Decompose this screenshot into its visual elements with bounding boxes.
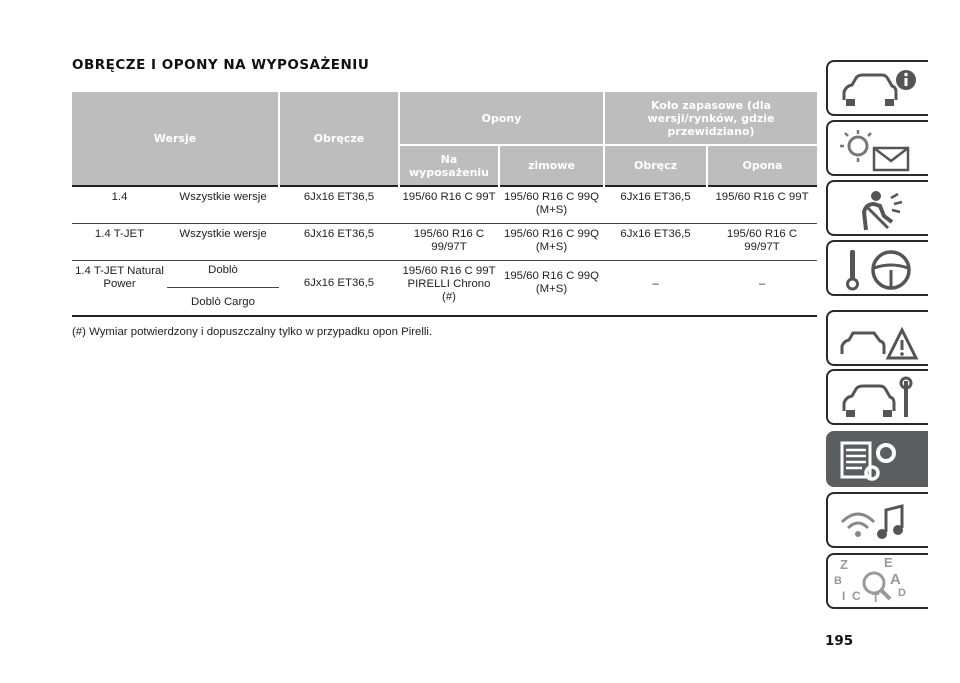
cell-zimowe: 195/60 R16 C 99Q (M+S) <box>499 224 604 261</box>
header-obrecz: Obręcz <box>604 145 707 186</box>
cell-obrecze: 6Jx16 ET36,5 <box>279 224 399 261</box>
specs-gear-icon <box>836 437 922 485</box>
sidebar-tab-index[interactable] <box>826 553 928 609</box>
cell-zimowe: 195/60 R16 C 99Q (M+S) <box>499 261 604 317</box>
car-breakdown-icon <box>836 316 922 364</box>
media-music-icon <box>836 498 922 546</box>
header-wersje: Wersje <box>72 92 279 186</box>
car-wrench-icon <box>836 375 922 423</box>
cell-na-wyposazeniu: 195/60 R16 C 99T PIRELLI Chrono (#) <box>399 261 499 317</box>
header-kolo-zapasowe: Koło zapasowe (dla wersji/rynków, gdzie przewidziano) <box>604 92 817 145</box>
page-title: OBRĘCZE I OPONY NA WYPOSAŻENIU <box>72 57 370 73</box>
table-row <box>72 224 817 261</box>
header-zimowe: zimowe <box>499 145 604 186</box>
cell-na-wyposazeniu: 195/60 R16 C 99/97T <box>399 224 499 261</box>
key-steering-wheel-icon <box>836 246 922 294</box>
header-opony: Opony <box>399 92 604 145</box>
sidebar-tab-starting-driving[interactable] <box>826 240 928 296</box>
index-letter: I <box>842 589 846 603</box>
cell-sub: Wszystkie wersje <box>167 224 279 261</box>
cell-opona: 195/60 R16 C 99/97T <box>707 224 817 261</box>
sidebar-tab-emergency[interactable] <box>826 310 928 366</box>
cell-obrecze: 6Jx16 ET36,5 <box>279 261 399 317</box>
cell-sub: Wszystkie wersje <box>167 186 279 224</box>
sidebar-tab-warning-lights[interactable] <box>826 120 928 176</box>
index-letter: E <box>884 555 893 570</box>
cell-sub-doblo-cargo: Doblò Cargo <box>167 288 279 317</box>
cell-obrecze: 6Jx16 ET36,5 <box>279 186 399 224</box>
index-letter: D <box>898 587 906 599</box>
cell-wersje: 1.4 <box>72 186 167 224</box>
index-letter: A <box>890 571 901 588</box>
page-number: 195 <box>825 633 854 649</box>
header-na-wyposazeniu: Na wyposażeniu <box>399 145 499 186</box>
sidebar-tab-maintenance[interactable] <box>826 369 928 425</box>
airbag-seatbelt-icon <box>836 186 922 234</box>
tire-spec-table <box>72 92 817 317</box>
cell-opona: – <box>707 261 817 317</box>
cell-wersje: 1.4 T-JET Natural Power <box>72 261 167 317</box>
sidebar-tab-multimedia[interactable] <box>826 492 928 548</box>
cell-obrecz: – <box>604 261 707 317</box>
index-letter: Z <box>840 557 848 572</box>
cell-zimowe: 195/60 R16 C 99Q (M+S) <box>499 186 604 224</box>
header-opona: Opona <box>707 145 817 186</box>
car-info-icon <box>836 66 922 114</box>
header-obrecze: Obręcze <box>279 92 399 186</box>
cell-opona: 195/60 R16 C 99T <box>707 186 817 224</box>
table-row <box>72 261 817 288</box>
cell-obrecz: 6Jx16 ET36,5 <box>604 224 707 261</box>
index-letter: C <box>852 589 861 603</box>
index-letter: B <box>834 575 842 587</box>
sidebar-tab-safety[interactable] <box>826 180 928 236</box>
index-letter: T <box>872 591 880 605</box>
sidebar-tab-car-info[interactable] <box>826 60 928 116</box>
cell-wersje: 1.4 T-JET <box>72 224 167 261</box>
cell-sub-doblo: Doblò <box>167 261 279 288</box>
cell-obrecz: 6Jx16 ET36,5 <box>604 186 707 224</box>
footnote: (#) Wymiar potwierdzony i dopuszczalny tylko w przypadku opon Pirelli. <box>72 326 433 338</box>
sidebar-tab-technical-data[interactable] <box>826 431 928 487</box>
warning-light-envelope-icon <box>836 126 922 174</box>
table-row <box>72 186 817 224</box>
cell-na-wyposazeniu: 195/60 R16 C 99T <box>399 186 499 224</box>
